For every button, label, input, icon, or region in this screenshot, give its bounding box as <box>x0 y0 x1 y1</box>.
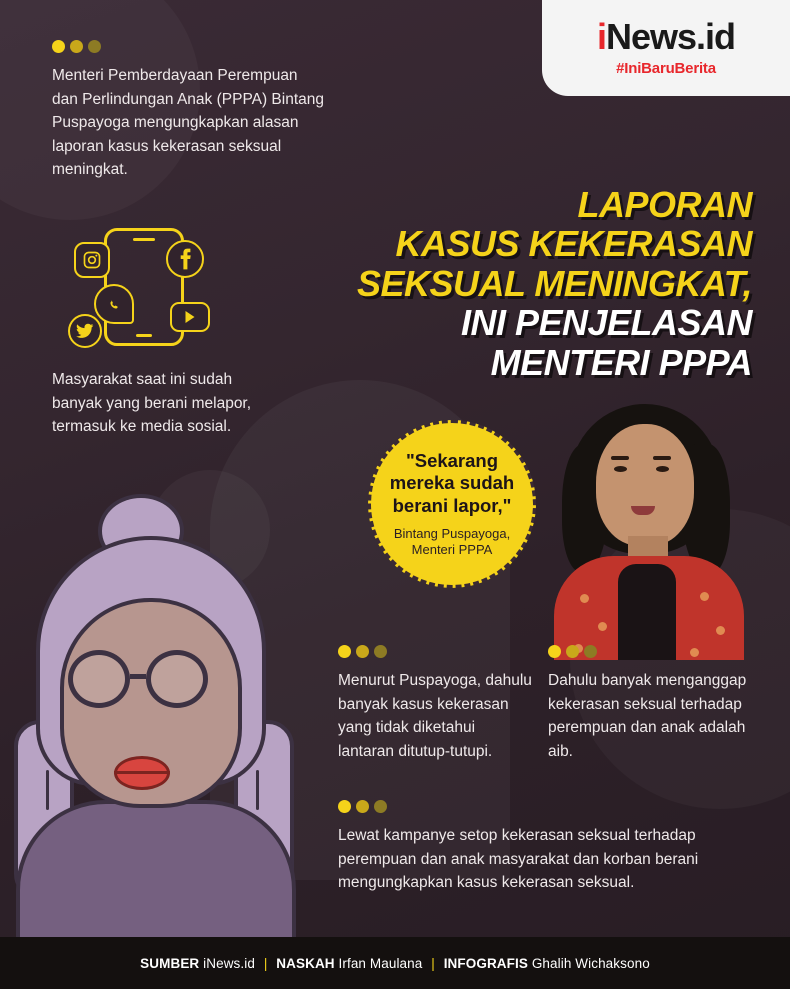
menurut-text: Menurut Puspayoga, dahulu banyak kasus kekerasan yang tidak diketahui lantaran ditutup-tutupi. <box>338 672 532 760</box>
whatsapp-icon <box>94 284 134 324</box>
medsos-text: Masyarakat saat ini sudah banyak yang berani melapor, termasuk ke media sosial. <box>52 371 252 436</box>
minister-portrait <box>540 398 754 660</box>
dahulu-block <box>548 645 748 763</box>
instagram-icon <box>74 242 110 278</box>
social-media-illustration <box>58 228 238 348</box>
dot-marker <box>548 645 748 658</box>
footer-source-label: SUMBER <box>140 955 200 971</box>
intro-block <box>52 40 324 182</box>
medsos-block <box>52 368 252 439</box>
twitter-icon <box>68 314 102 348</box>
brand-logo-rest: News.id <box>605 16 736 57</box>
kampanye-text: Lewat kampanye setop kekerasan seksual terhadap perempuan dan anak masyarakat dan korban berani mengungkapkan kasus kekerasan seksual. <box>338 827 699 892</box>
headline-line-1: LAPORAN <box>577 184 752 225</box>
dahulu-text: Dahulu banyak menganggap kekerasan seksual terhadap perempuan dan anak adalah aib. <box>548 672 747 760</box>
menurut-block <box>338 645 534 763</box>
footer-script-label: NASKAH <box>276 955 335 971</box>
kampanye-block <box>338 800 738 895</box>
brand-tagline: #IniBaruBerita <box>616 60 716 77</box>
youtube-icon <box>170 302 210 332</box>
headline-line-4: INI PENJELASAN <box>460 302 752 344</box>
headline-line-2: KASUS KEKERASAN <box>395 223 752 265</box>
headline-line-3: SEKSUAL MENINGKAT, <box>356 262 752 304</box>
footer-source-value: iNews.id <box>203 955 255 971</box>
dot-marker <box>52 40 324 53</box>
quote-attribution: Bintang Puspayoga, Menteri PPPA <box>393 525 511 557</box>
footer-graphics-value: Ghalih Wichaksono <box>531 955 650 971</box>
brand-logo-prefix: i <box>596 16 606 57</box>
dot-marker <box>338 645 534 658</box>
brand-logo-panel <box>542 0 790 96</box>
intro-text: Menteri Pemberdayaan Perempuan dan Perlindungan Anak (PPPA) Bintang Puspayoga mengungkapkan alasan laporan kasus kekerasan seksual meningkat. <box>52 67 325 179</box>
facebook-icon <box>166 240 204 278</box>
cartoon-woman-illustration <box>6 470 326 970</box>
footer-separator: | <box>431 955 435 971</box>
dot-marker <box>338 800 738 813</box>
quote-text: "Sekarang mereka sudah berani lapor," <box>389 449 515 517</box>
quote-bubble <box>368 420 536 588</box>
footer-credits <box>140 956 650 971</box>
headline <box>312 186 752 383</box>
footer-graphics-label: INFOGRAFIS <box>443 955 528 971</box>
footer <box>0 937 790 989</box>
footer-script-value: Irfan Maulana <box>338 955 423 971</box>
brand-logo <box>596 16 736 57</box>
footer-separator: | <box>263 955 268 971</box>
headline-line-5: MENTERI PPPA <box>490 341 752 383</box>
